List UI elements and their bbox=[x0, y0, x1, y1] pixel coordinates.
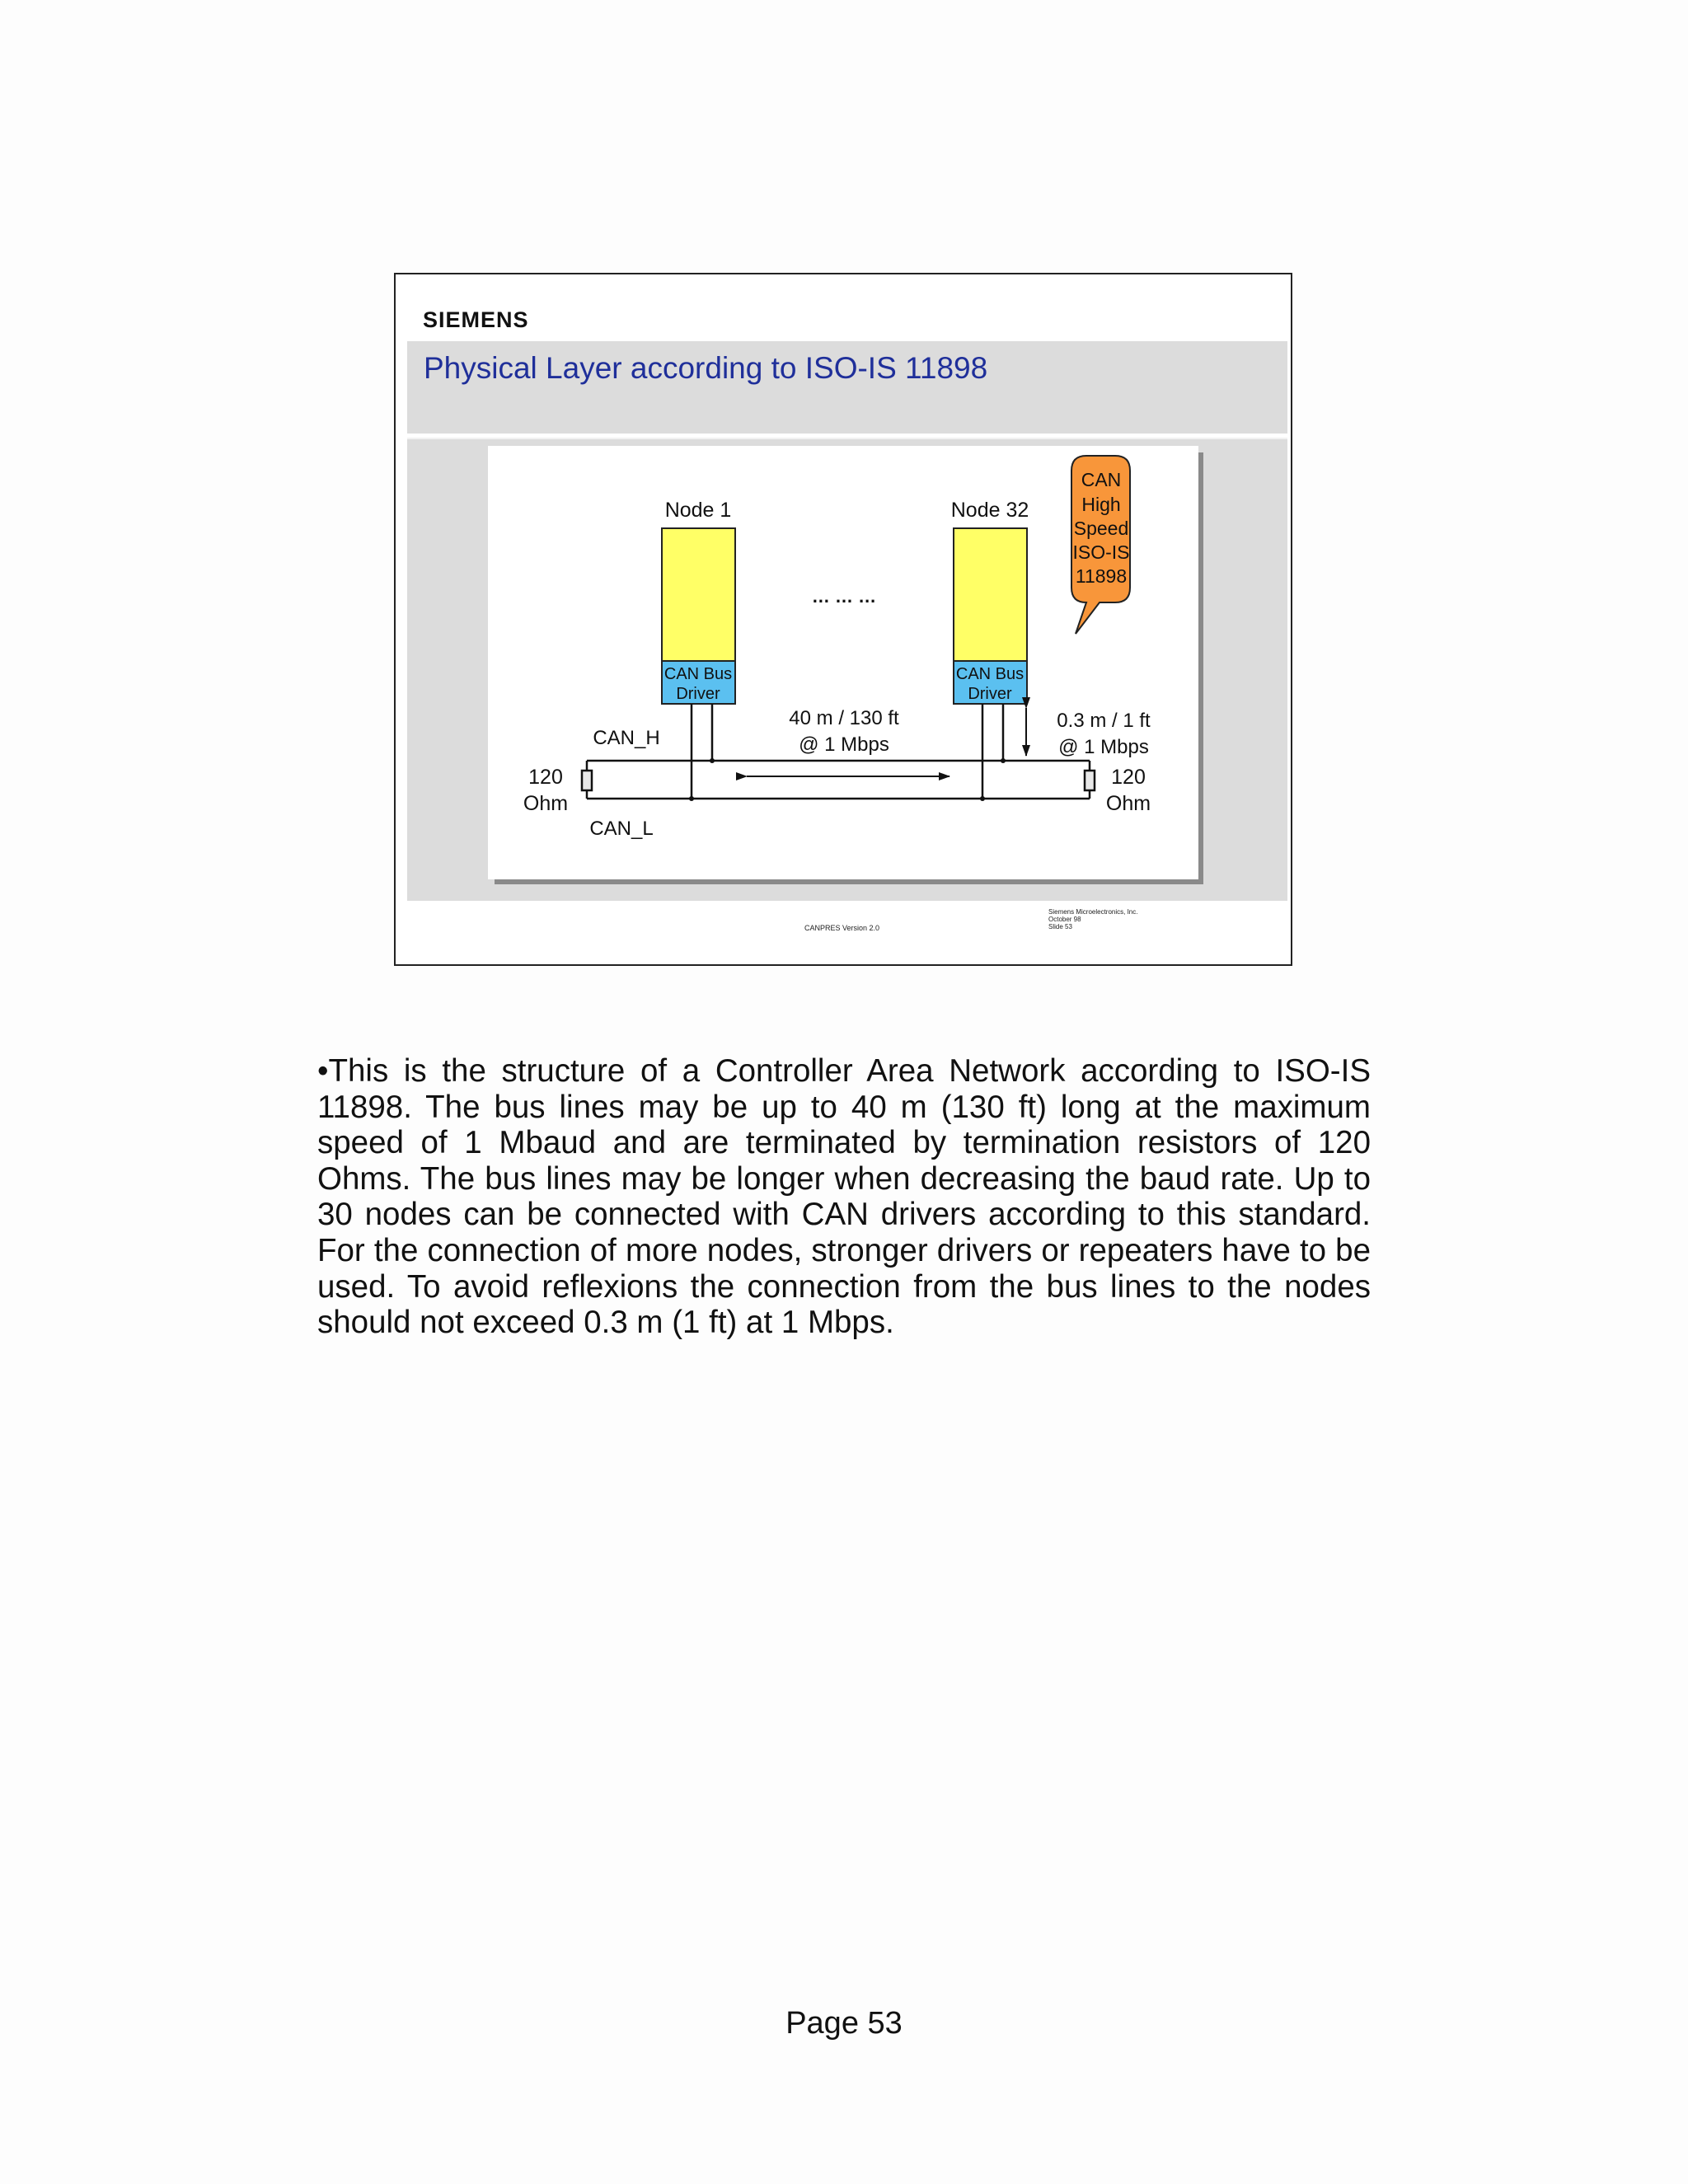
node-32-label: Node 32 bbox=[950, 499, 1029, 522]
bus-length-label-line1: 40 m / 130 ft bbox=[789, 707, 899, 729]
siemens-logo: SIEMENS bbox=[423, 307, 529, 332]
footer-company: Siemens Microelectronics, Inc. bbox=[1048, 908, 1138, 916]
node-1-driver-label-line1: CAN Bus bbox=[663, 665, 733, 683]
node-32-driver-label-line2: Driver bbox=[968, 685, 1012, 703]
can-bus-diagram bbox=[488, 446, 1198, 879]
node-1-box bbox=[662, 528, 735, 661]
bus-length-label-line2: @ 1 Mbps bbox=[799, 733, 889, 756]
resistor-left-value: 120 bbox=[528, 766, 563, 789]
node-1-label: Node 1 bbox=[664, 499, 732, 522]
footer-date: October 98 bbox=[1048, 916, 1081, 923]
resistor-right-unit: Ohm bbox=[1105, 792, 1151, 815]
resistor-right bbox=[1085, 771, 1095, 790]
diagram-area bbox=[407, 438, 1287, 901]
callout-line-5: 11898 bbox=[1075, 565, 1128, 587]
resistor-right-value: 120 bbox=[1111, 766, 1146, 789]
resistor-left-unit: Ohm bbox=[523, 792, 569, 815]
can-h-label: CAN_H bbox=[593, 727, 660, 749]
node-1-driver-label-line2: Driver bbox=[676, 685, 720, 703]
node-32-driver-label-line1: CAN Bus bbox=[955, 665, 1025, 683]
callout-line-4: ISO-IS bbox=[1072, 541, 1130, 563]
callout-line-1: CAN bbox=[1081, 469, 1122, 490]
page-number: Page 53 bbox=[785, 2006, 903, 2041]
body-paragraph: •This is the structure of a Controller Area Network according to ISO-IS 11898. The bus lines may be up to 40 m (130 ft) long at the maximum speed of 1 Mbaud and are terminated by termination resistors of 120 Ohms. The bus lines may be longer when decreasing the baud rate. Up to 30 nodes can be connected with CAN drivers according to this standard. For the connection of more nodes, stronger drivers or repeaters have to be used. To avoid reflexions the connection from the bus lines to the nodes should not exceed 0.3 m (1 ft) at 1 Mbps. bbox=[317, 1053, 1371, 1341]
node-32-box bbox=[954, 528, 1027, 661]
slide-title: Physical Layer according to ISO-IS 11898 bbox=[424, 351, 988, 385]
footer-version: CANPRES Version 2.0 bbox=[804, 924, 880, 932]
callout-line-3: Speed bbox=[1073, 518, 1129, 539]
callout-line-2: High bbox=[1081, 494, 1121, 515]
can-l-label: CAN_L bbox=[589, 818, 654, 840]
more-nodes-ellipsis: … … … bbox=[811, 586, 877, 607]
title-band bbox=[407, 341, 1287, 434]
resistor-left bbox=[582, 771, 592, 790]
footer-info bbox=[1048, 908, 1137, 930]
stub-length-label-line2: @ 1 Mbps bbox=[1058, 736, 1149, 758]
slide bbox=[394, 273, 1292, 966]
footer-slide-number: Slide 53 bbox=[1048, 923, 1072, 930]
stub-length-label-line1: 0.3 m / 1 ft bbox=[1057, 710, 1151, 732]
